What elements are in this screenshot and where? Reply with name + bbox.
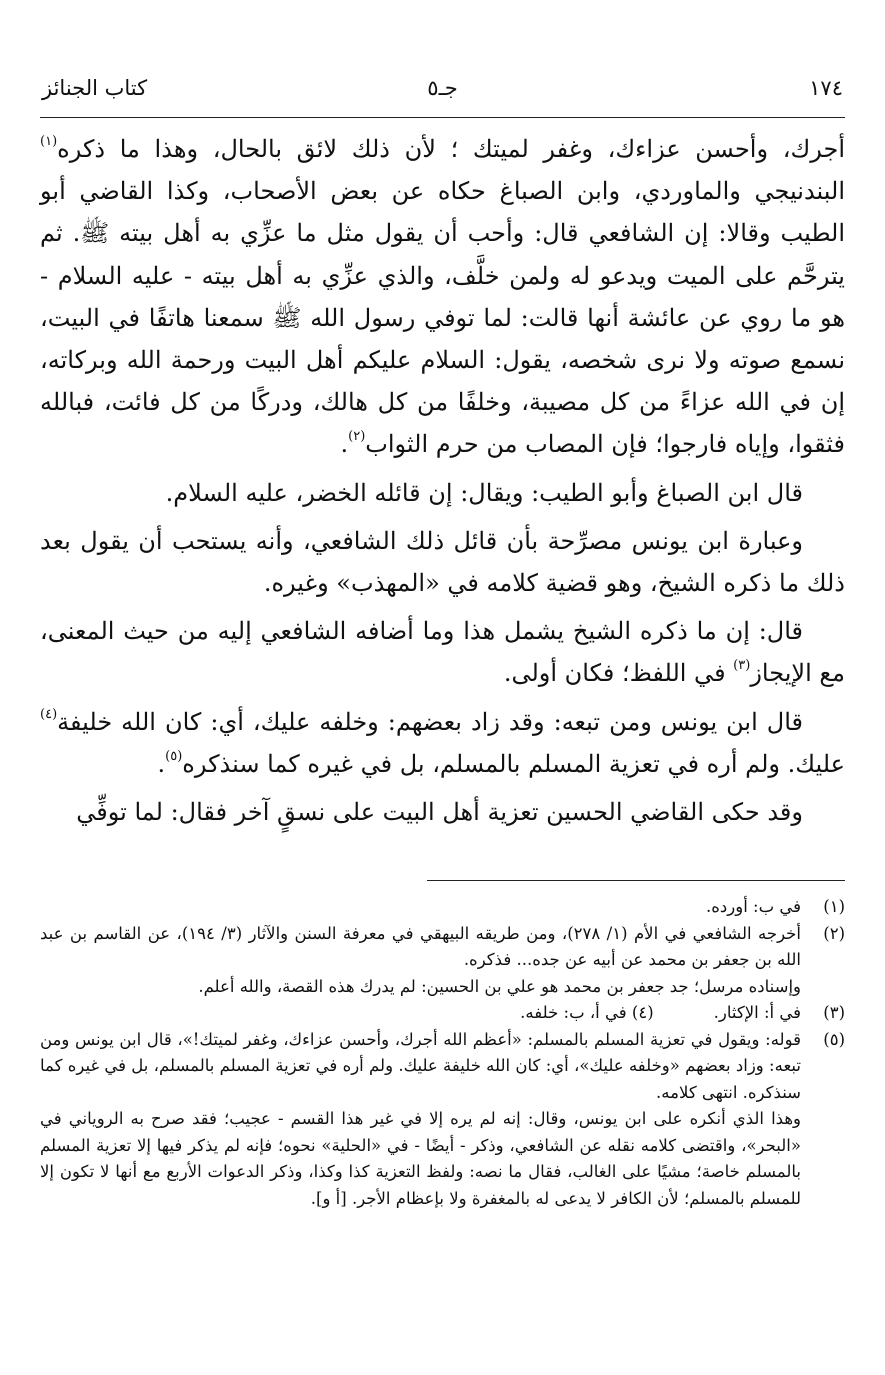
- footnote-text: في أ، ب: خلفه.: [520, 1003, 627, 1022]
- footnote-number: (٢): [823, 923, 845, 943]
- page-header: [42, 72, 843, 112]
- footnote-text: وإسناده مرسل؛ جد جعفر بن محمد هو علي بن الحسين: لم يدرك هذه القصة، والله أعلم.: [198, 976, 801, 996]
- footnotes: [40, 894, 845, 1212]
- footnote-text: وهذا الذي أنكره على ابن يونس، وقال: إنه لم يره إلا في غير هذا القسم - عجيب؛ فقد صرح به الروياني في «البحر»، واقتضى كلامه نقله عن الشافعي، وذكر - أيضًا - في «الحلية» نحوه؛ فإنه لم يذكر فيها إلا تعزية المسلم بالمسلم خاصة؛ مشيًا على الغالب، فقال ما نصه: ولفظ التعزية كذا وكذا، وذكر الدعوات الأربع مع أنها لا تكون إلا للمسلم بالمسلم؛ لأن الكافر لا يدعى له بالمغفرة ولا بإعظام الأجر. [أ و].: [40, 1109, 801, 1208]
- footnote-ref-2[interactable]: (٢): [348, 429, 366, 445]
- footnote-ref-4[interactable]: (٤): [40, 706, 58, 722]
- footnote-ref-1[interactable]: (١): [40, 134, 58, 149]
- footnote-number: (٤): [631, 1003, 654, 1022]
- book-title: كتاب الجنائز: [42, 76, 148, 100]
- main-text: [40, 128, 845, 833]
- footnote-number: (٣): [823, 1003, 845, 1022]
- footnote-2: [40, 921, 845, 1001]
- paragraph-3: وعبارة ابن يونس مصرِّحة بأن قائل ذلك الشافعي، وأنه يستحب أن يقول بعد ذلك ما ذكره الشيخ، وهو قضية كلامه في «المهذب» وغيره.: [40, 526, 845, 598]
- paragraph-2: قال ابن الصباغ وأبو الطيب: ويقال: إن قائله الخضر، عليه السلام.: [165, 478, 803, 507]
- footnote-number: (٥): [823, 1029, 845, 1049]
- footnote-ref-5[interactable]: (٥): [165, 748, 183, 764]
- volume-label: جـ٥: [427, 76, 458, 100]
- footnote-4: [520, 1000, 653, 1027]
- paragraph-5: قال ابن يونس ومن تبعه: وقد زاد بعضهم: وخلفه عليك، أي: كان الله خليفة$^{(٤)}$ عليك. ولم أره في تعزية المسلم بالمسلم، بل في غيره كما سنذكره$^{(٥)}$.: [40, 706, 845, 778]
- header-divider: [40, 117, 845, 118]
- footnote-5: [40, 1027, 845, 1213]
- paragraph-4: قال: إن ما ذكره الشيخ يشمل هذا وما أضافه الشافعي إليه من حيث المعنى، مع الإيجاز$^{(٣)}$ في اللفظ؛ فكان أولى.: [40, 617, 845, 688]
- footnote-ref-3[interactable]: (٣): [733, 658, 751, 674]
- footnote-1: [40, 894, 845, 921]
- page-number: ١٧٤: [809, 76, 843, 100]
- footnote-divider: [427, 880, 845, 881]
- paragraph-6: وقد حكى القاضي الحسين تعزية أهل البيت على نسقٍ آخر فقال: لما توفِّي: [76, 798, 803, 827]
- footnote-text: في أ: الإكثار.: [713, 1003, 801, 1022]
- footnote-text: أخرجه الشافعي في الأم (١/ ٢٧٨)، ومن طريقه البيهقي في معرفة السنن والآثار (٣/ ١٩٤)، عن القاسم بن عبد الله بن جعفر بن محمد عن أبيه عن جده... فذكره.: [40, 923, 801, 969]
- footnote-text: في ب: أورده.: [706, 897, 801, 916]
- paragraph-1: أجرك، وأحسن عزاءك، وغفر لميتك ؛ لأن ذلك لائق بالحال، وهذا ما ذكره$^{(١)}$ البندنيجي والماوردي، وابن الصباغ حكاه عن بعض الأصحاب، وكذا القاضي أبو الطيب وقالا: إن الشافعي قال: وأحب أن يقول مثل ما عزِّي به أهل بيته ﷺ. ثم يترحَّم على الميت ويدعو له ولمن خلَّف، والذي عزِّي به أهل بيته - عليه السلام - هو ما روي عن عائشة أنها قالت: لما توفي رسول الله ﷺ سمعنا هاتفًا في البيت، نسمع صوته ولا نرى شخصه، يقول: السلام عليكم أهل البيت ورحمة الله وبركاته، إن في الله عزاءً من كل مصيبة، وخلفًا من كل هالك، ودركًا من كل فائت، فبالله فثقوا، وإياه فارجوا؛ فإن المصاب من حرم الثواب$^{(٢)}$.: [40, 134, 845, 459]
- footnote-3-4: [40, 1000, 845, 1027]
- footnote-text: قوله: ويقول في تعزية المسلم بالمسلم: «أعظم الله أجرك، وأحسن عزاءك، وغفر لميتك!»، قال ابن يونس ومن تبعه: وزاد بعضهم «وخلفه عليك»، أي: كان الله خليفة عليك. ولم أره في تعزية المسلم بالمسلم، بل في غيره كما سنذكره. انتهى كلامه.: [40, 1029, 801, 1102]
- footnote-number: (١): [823, 897, 845, 916]
